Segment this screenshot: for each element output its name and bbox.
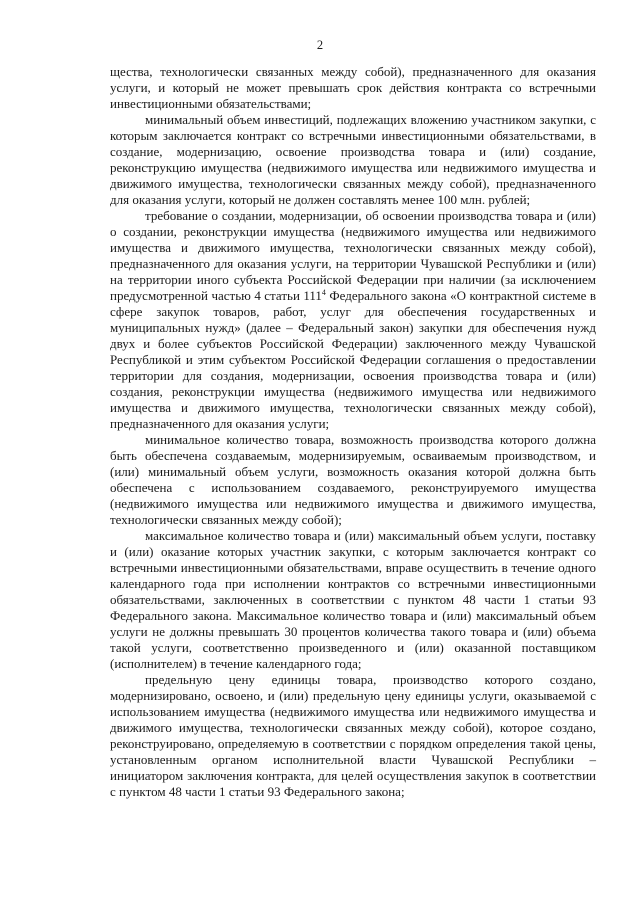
document-body — [110, 64, 596, 800]
page-number: 2 — [316, 38, 324, 52]
paragraph-continuation: щества, технологически связанных между собой), предназначенного для оказания услуги, и который не может превышать срок действия контракта со встречными инвестиционными обязательствами; — [110, 64, 596, 111]
paragraph-text-part: требование о создании, модернизации, об освоении производства товара и (или) о создании, реконструкции имущества (недвижимого имущества или недвижимого имущества и движимого имущества, технологически связанных между собой), предназначенного для оказания услуги, на территории Чувашской Республики и (или) на территории иного субъекта Российской Федерации при наличии (за исключением предусмотренной частью 4 статьи 111 — [110, 208, 596, 303]
paragraph-min-quantity: минимальное количество товара, возможность производства которого должна быть обеспечена создаваемым, модернизируемым, осваиваемым производством, и (или) минимальный объем услуги, возможность оказания которой должна быть обеспечена с использованием создаваемого, реконструируемого имущества (недвижимого имущества или недвижимого имущества и движимого имущества, технологически связанных между собой); — [110, 432, 596, 527]
paragraph-max-unit-price: предельную цену единицы товара, производство которого создано, модернизировано, освоено, и (или) предельную цену единицы услуги, оказываемой с использованием имущества (недвижимого имущества или недвижимого имущества и движимого имущества, технологически связанных между собой), которое создано, реконструировано, определяемую в соответствии с порядком определения такой цены, установленным органом исполнительной власти Чувашской Республики – инициатором заключения контракта, для целей осуществления закупок в соответствии с пунктом 48 части 1 статьи 93 Федерального закона; — [110, 672, 596, 799]
paragraph-territory-requirement — [110, 208, 596, 432]
paragraph-max-quantity: максимальное количество товара и (или) максимальный объем услуги, поставку и (или) оказание которых участник закупки, с которым заключается контракт со встречными инвестиционными обязательствами, вправе осуществить в течение одного календарного года при исполнении контрактов со встречными инвестиционными обязательствами, заключенных в соответствии с пунктом 48 части 1 статьи 93 Федерального закона. Максимальное количество товара и (или) максимальный объем услуги не должны превышать 30 процентов количества такого товара и (или) объема такой услуги, соответственно произведенного и (или) оказанной поставщиком (исполнителем) в течение календарного года; — [110, 528, 596, 671]
paragraph-text-part: Федерального закона «О контрактной системе в сфере закупок товаров, работ, услуг для обеспечения государственных и муниципальных нужд» (далее – Федеральный закон) закупки для обеспечения нужд двух и более субъектов Российской Федерации) заключенного между Чувашской Республикой и этим субъектом Российской Федерации соглашения о предоставлении территории для создания, модернизации, освоения производства товара и (или) создания, реконструкции имущества (недвижимого имущества или недвижимого имущества и движимого имущества, технологически связанных между собой), предназначенного для оказания услуги; — [110, 288, 596, 431]
superscript-index: 4 — [321, 288, 326, 297]
paragraph-min-investment: минимальный объем инвестиций, подлежащих вложению участником закупки, с которым заключается контракт со встречными инвестиционными обязательствами, в создание, модернизацию, освоение производства товара и (или) создание, реконструкцию имущества (недвижимого имущества или недвижимого имущества и движимого имущества, технологически связанных между собой), предназначенного для оказания услуги, который не должен составлять менее 100 млн. рублей; — [110, 112, 596, 207]
